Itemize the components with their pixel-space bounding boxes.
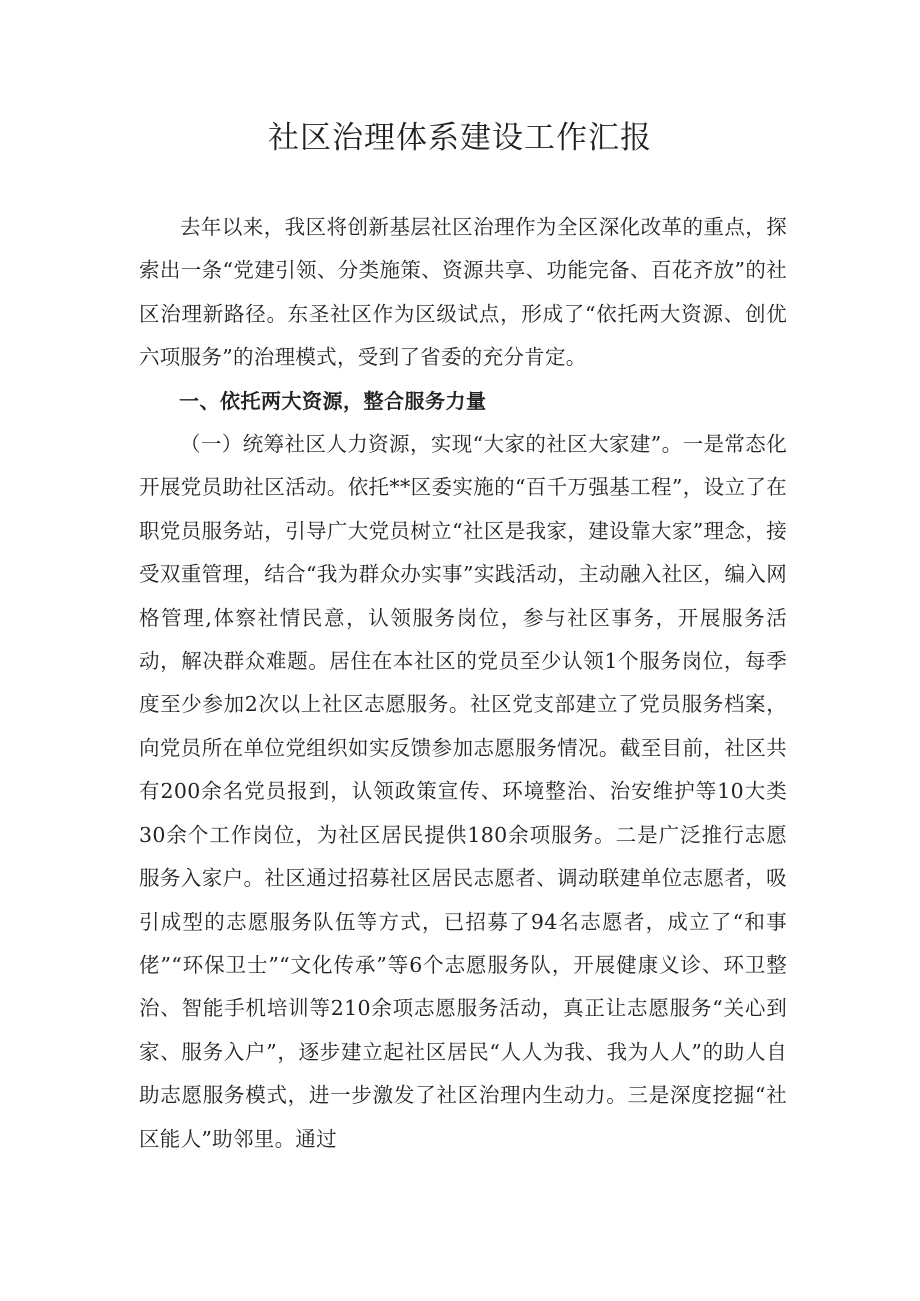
section-1-paragraph-1: （一）统筹社区人力资源，实现“大家的社区大家建”。一是常态化开展党员助社区活动。依托**区委实施的“百千万强基工程”，设立了在职党员服务站，引导广大党员树立“社区是我家，建设靠大家”理念，接受双重管理，结合“我为群众办实事”实践活动，主动融入社区，编入网格管理,体察社情民意，认领服务岗位，参与社区事务，开展服务活动，解决群众难题。居住在本社区的党员至少认领1个服务岗位，每季度至少参加2次以上社区志愿服务。社区党支部建立了党员服务档案，向党员所在单位党组织如实反馈参加志愿服务情况。截至目前，社区共有200余名党员报到，认领政策宣传、环境整治、治安维护等10大类30余个工作岗位，为社区居民提供180余项服务。二是广泛推行志愿服务入家户。社区通过招募社区居民志愿者、调动联建单位志愿者，吸引成型的志愿服务队伍等方式，已招募了94名志愿者，成立了“和事佬”“环保卫士”“文化传承”等6个志愿服务队，开展健康义诊、环卫整治、智能手机培训等210余项志愿服务活动，真正让志愿服务“关心到家、服务入户”，逐步建立起社区居民“人人为我、我为人人”的助人自助志愿服务模式，进一步激发了社区治理内生动力。三是深度挖掘“社区能人”助邻里。通过 (139, 432, 787, 1151)
document-title: 社区治理体系建设工作汇报 (268, 120, 652, 156)
document-body (139, 206, 787, 1161)
section-heading-1: 一、依托两大资源，整合服务力量 (179, 388, 487, 413)
intro-paragraph: 去年以来，我区将创新基层社区治理作为全区深化改革的重点，探索出一条“党建引领、分类施策、资源共享、功能完备、百花齐放”的社区治理新路径。东圣社区作为区级试点，形成了“依托两大资源、创优六项服务”的治理模式，受到了省委的充分肯定。 (139, 215, 787, 370)
